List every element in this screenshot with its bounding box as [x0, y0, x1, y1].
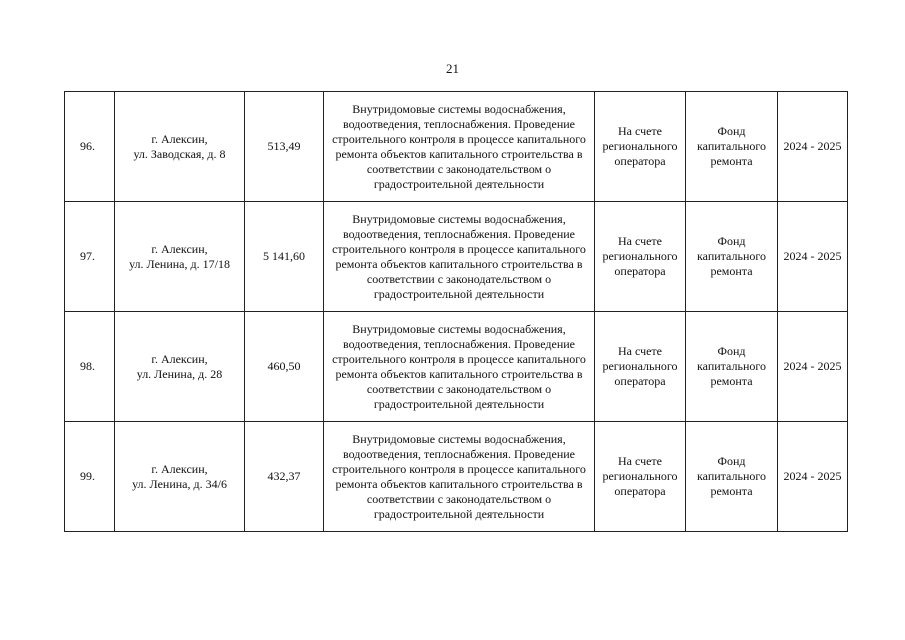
- address-street: ул. Ленина, д. 17/18: [129, 256, 230, 271]
- account-cell: На счете регионального оператора: [595, 312, 686, 422]
- account-cell: На счете регионального оператора: [595, 422, 686, 532]
- address-cell: [115, 422, 245, 532]
- area-cell: 513,49: [245, 92, 324, 202]
- account-cell: На счете регионального оператора: [595, 92, 686, 202]
- fund-cell: Фонд капитального ремонта: [686, 312, 778, 422]
- row-number: 97.: [65, 202, 115, 312]
- area-cell: 460,50: [245, 312, 324, 422]
- period-cell: 2024 - 2025: [778, 312, 848, 422]
- page-number: 21: [446, 61, 459, 76]
- period-cell: 2024 - 2025: [778, 422, 848, 532]
- address-cell: [115, 202, 245, 312]
- period-cell: 2024 - 2025: [778, 202, 848, 312]
- address-city: г. Алексин,: [151, 351, 208, 366]
- address-street: ул. Ленина, д. 34/6: [132, 476, 227, 491]
- fund-cell: Фонд капитального ремонта: [686, 422, 778, 532]
- work-description: Внутридомовые системы водоснабжения, водоотведения, теплоснабжения. Проведение строительного контроля в процессе капитального ремонта объектов капитального строительства в соответствии с законодательством о градостроительной деятельности: [324, 312, 595, 422]
- work-description: Внутридомовые системы водоснабжения, водоотведения, теплоснабжения. Проведение строительного контроля в процессе капитального ремонта объектов капитального строительства в соответствии с законодательством о градостроительной деятельности: [324, 92, 595, 202]
- work-description: Внутридомовые системы водоснабжения, водоотведения, теплоснабжения. Проведение строительного контроля в процессе капитального ремонта объектов капитального строительства в соответствии с законодательством о градостроительной деятельности: [324, 422, 595, 532]
- fund-cell: Фонд капитального ремонта: [686, 202, 778, 312]
- table-row: [65, 92, 848, 202]
- table-row: [65, 202, 848, 312]
- period-cell: 2024 - 2025: [778, 92, 848, 202]
- address-street: ул. Ленина, д. 28: [136, 366, 223, 381]
- table-row: [65, 422, 848, 532]
- address-city: г. Алексин,: [151, 241, 208, 256]
- row-number: 98.: [65, 312, 115, 422]
- address-city: г. Алексин,: [151, 131, 208, 146]
- row-number: 96.: [65, 92, 115, 202]
- address-cell: [115, 312, 245, 422]
- row-number: 99.: [65, 422, 115, 532]
- address-city: г. Алексин,: [151, 461, 208, 476]
- work-description: Внутридомовые системы водоснабжения, водоотведения, теплоснабжения. Проведение строительного контроля в процессе капитального ремонта объектов капитального строительства в соответствии с законодательством о градостроительной деятельности: [324, 202, 595, 312]
- address-cell: [115, 92, 245, 202]
- area-cell: 5 141,60: [245, 202, 324, 312]
- repair-schedule-table: [64, 91, 848, 532]
- account-cell: На счете регионального оператора: [595, 202, 686, 312]
- table-row: [65, 312, 848, 422]
- address-street: ул. Заводская, д. 8: [133, 146, 226, 161]
- fund-cell: Фонд капитального ремонта: [686, 92, 778, 202]
- area-cell: 432,37: [245, 422, 324, 532]
